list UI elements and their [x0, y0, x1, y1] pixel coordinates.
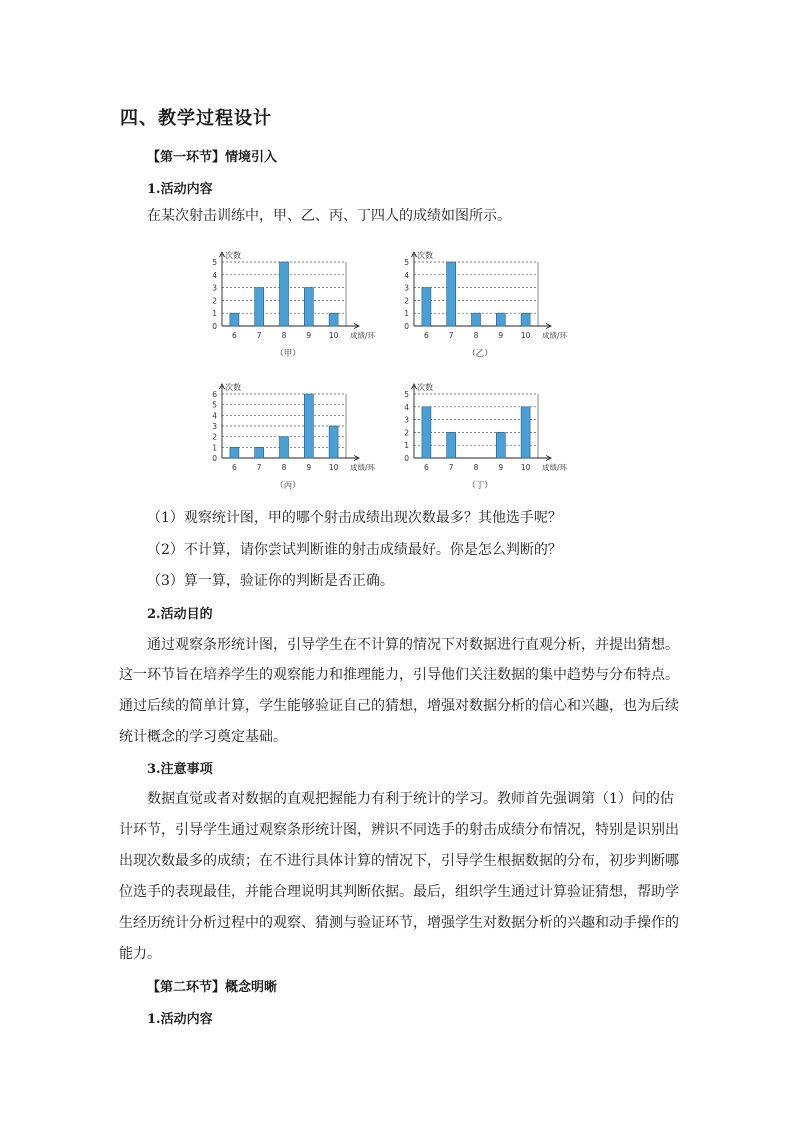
- question-1: （1）观察统计图，甲的哪个射击成绩出现次数最多？其他选手呢？: [147, 510, 562, 526]
- chart-caption: （丙）: [275, 481, 301, 491]
- chart-ding: [392, 378, 582, 500]
- y-tick-label: 0: [212, 454, 217, 463]
- y-tick-label: 4: [404, 270, 409, 280]
- y-axis-label: 次数: [417, 383, 433, 392]
- chart-caption: （甲）: [275, 349, 301, 359]
- bar: [304, 394, 313, 458]
- y-tick-label: 3: [212, 422, 217, 431]
- y-tick-label: 3: [404, 415, 409, 425]
- x-tick-label: 8: [473, 331, 479, 340]
- y-tick-label: 4: [212, 270, 217, 280]
- purpose-line: 统计概念的学习奠定基础。: [119, 729, 287, 745]
- x-axis-label: 成绩/环: [542, 331, 568, 340]
- y-axis-label: 次数: [225, 251, 241, 260]
- y-tick-label: 0: [212, 322, 217, 331]
- bar: [447, 262, 456, 326]
- notes-line: 能力。: [119, 946, 161, 962]
- y-tick-label: 2: [404, 296, 409, 306]
- bar: [521, 407, 530, 458]
- bar: [329, 313, 338, 326]
- x-tick-label: 10: [328, 463, 339, 472]
- bar: [280, 262, 289, 326]
- chart-group: [212, 382, 375, 491]
- bar: [422, 407, 431, 458]
- y-tick-label: 0: [404, 454, 409, 463]
- x-tick-label: 9: [498, 463, 504, 472]
- x-tick-label: 10: [520, 463, 531, 472]
- bar: [496, 313, 505, 326]
- notes-line: 计环节，引导学生通过观察条形统计图，辨识不同选手的射击成绩分布情况，特别是识别出: [119, 822, 679, 838]
- x-axis-label: 成绩/环: [350, 331, 376, 340]
- bar: [496, 432, 505, 458]
- bar: [329, 426, 338, 458]
- y-tick-label: 2: [212, 296, 217, 306]
- x-tick-label: 6: [232, 463, 237, 472]
- x-tick-label: 6: [424, 463, 429, 472]
- x-tick-label: 8: [281, 331, 287, 340]
- bar: [255, 288, 264, 326]
- question-2: （2）不计算，请你尝试判断谁的射击成绩最好。你是怎么判断的？: [147, 542, 562, 558]
- bar: [472, 313, 481, 326]
- chart-bing: [200, 378, 380, 500]
- page-heading: 四、教学过程设计: [120, 108, 272, 129]
- x-tick-label: 7: [256, 463, 262, 472]
- bar: [521, 313, 530, 326]
- x-tick-label: 8: [281, 463, 287, 472]
- x-tick-label: 9: [306, 331, 312, 340]
- x-axis-label: 成绩/环: [542, 463, 568, 472]
- x-tick-label: 6: [232, 331, 237, 340]
- chart-caption: （乙）: [467, 349, 493, 359]
- bar-chart-yi: [392, 246, 582, 364]
- x-tick-label: 8: [473, 463, 479, 472]
- notes-line: 出现次数最多的成绩；在不进行具体计算的情况下，引导学生根据数据的分布，初步判断哪: [119, 853, 679, 869]
- chart-group: [212, 250, 375, 359]
- section-2-content-title: 1.活动内容: [147, 1012, 213, 1027]
- bar: [280, 437, 289, 458]
- purpose-line: 通过观察条形统计图，引导学生在不计算的情况下对数据进行直观分析，并提出猜想。: [147, 637, 679, 653]
- bar: [230, 313, 239, 326]
- y-tick-label: 3: [212, 283, 217, 293]
- y-tick-label: 2: [212, 432, 217, 442]
- purpose-line: 通过后续的简单计算，学生能够验证自己的猜想，增强对数据分析的信心和兴趣，也为后续: [119, 698, 679, 714]
- y-tick-label: 3: [404, 283, 409, 293]
- y-tick-label: 4: [212, 411, 217, 421]
- section-2-title: 【第二环节】概念明晰: [147, 980, 278, 995]
- purpose-title: 2.活动目的: [147, 607, 213, 622]
- x-tick-label: 7: [256, 331, 262, 340]
- chart-group: [404, 250, 567, 359]
- y-tick-label: 5: [212, 400, 217, 410]
- bar-chart-jia: [200, 246, 380, 364]
- y-tick-label: 1: [404, 309, 409, 319]
- chart-jia: [200, 246, 380, 368]
- x-tick-label: 7: [448, 331, 454, 340]
- purpose-line: 这一环节旨在培养学生的观察能力和推理能力，引导他们关注数据的集中趋势与分布特点。: [119, 667, 679, 683]
- x-tick-label: 9: [498, 331, 504, 340]
- notes-line: 数据直觉或者对数据的直观把握能力有利于统计的学习。教师首先强调第（1）问的估: [147, 791, 674, 807]
- x-tick-label: 10: [520, 331, 531, 340]
- x-tick-label: 10: [328, 331, 339, 340]
- x-tick-label: 6: [424, 331, 429, 340]
- section-1-title: 【第一环节】情境引入: [147, 150, 278, 165]
- bar-chart-bing: [200, 378, 380, 496]
- bar: [304, 288, 313, 326]
- bar: [230, 447, 239, 458]
- y-tick-label: 1: [212, 309, 217, 319]
- y-tick-label: 4: [404, 402, 409, 412]
- bar: [447, 432, 456, 458]
- chart-yi: [392, 246, 582, 368]
- y-axis-label: 次数: [417, 251, 433, 260]
- chart-caption: （丁）: [467, 481, 493, 491]
- y-tick-label: 5: [404, 390, 409, 399]
- x-tick-label: 9: [306, 463, 312, 472]
- section-1-intro: 在某次射击训练中，甲、乙、丙、丁四人的成绩如图所示。: [147, 208, 511, 224]
- x-tick-label: 7: [448, 463, 454, 472]
- bar: [255, 447, 264, 458]
- x-axis-label: 成绩/环: [350, 463, 376, 472]
- y-tick-label: 6: [212, 390, 217, 399]
- y-tick-label: 5: [212, 258, 217, 267]
- y-tick-label: 1: [404, 441, 409, 451]
- question-3: （3）算一算，验证你的判断是否正确。: [147, 573, 394, 589]
- chart-group: [404, 382, 567, 491]
- section-1-content-title: 1.活动内容: [147, 182, 213, 197]
- notes-line: 生经历统计分析过程中的观察、猜测与验证环节，增强学生对数据分析的兴趣和动手操作的: [119, 915, 679, 931]
- notes-title: 3.注意事项: [147, 762, 213, 777]
- y-tick-label: 2: [404, 428, 409, 438]
- y-tick-label: 0: [404, 322, 409, 331]
- bar: [422, 288, 431, 326]
- bar-chart-ding: [392, 378, 582, 496]
- notes-line: 位选手的表现最佳，并能合理说明其判断依据。最后，组织学生通过计算验证猜想，帮助学: [119, 884, 679, 900]
- y-axis-label: 次数: [225, 383, 241, 392]
- y-tick-label: 5: [404, 258, 409, 267]
- y-tick-label: 1: [212, 443, 217, 453]
